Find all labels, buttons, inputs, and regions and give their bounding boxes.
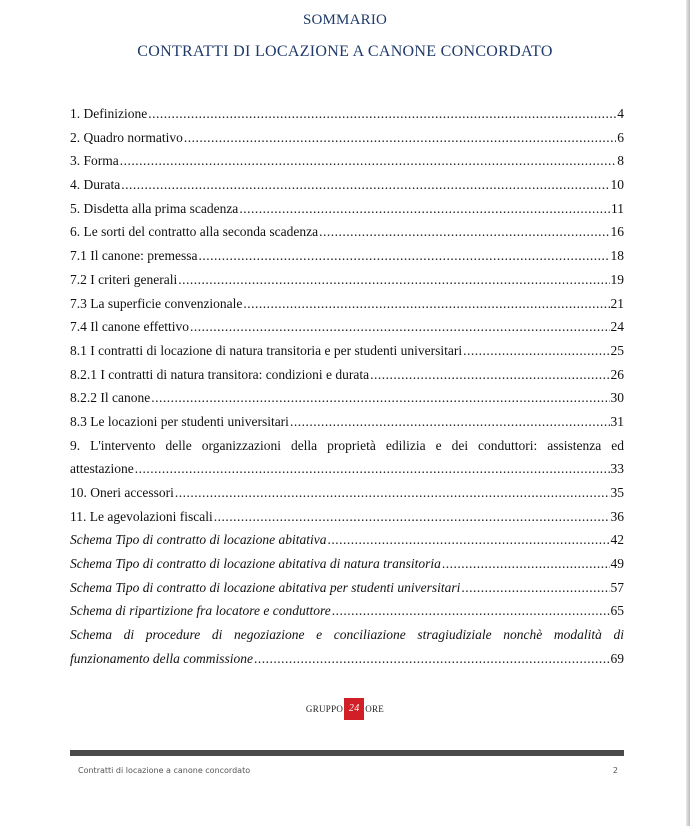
toc-leader-dots: [254, 647, 610, 671]
toc-entry-page: 26: [610, 366, 624, 382]
toc-entry-page: 24: [610, 319, 624, 335]
toc-leader-dots: [319, 220, 609, 244]
page-footer: [78, 766, 618, 775]
toc-entry-page: 4: [617, 106, 624, 121]
sommario-heading: SOMMARIO: [302, 12, 388, 28]
toc-entry[interactable]: [70, 244, 624, 268]
toc-entry-label: 2. Quadro normativo: [70, 129, 183, 145]
toc-entry-page: 31: [610, 413, 624, 429]
toc-entry[interactable]: [70, 528, 624, 552]
toc-entry[interactable]: [70, 386, 624, 410]
logo-text-left: GRUPPO: [305, 704, 344, 714]
toc-entry-label: 7.4 Il canone effettivo: [70, 319, 189, 335]
toc-leader-dots: [239, 197, 610, 221]
toc-leader-dots: [442, 552, 610, 576]
toc-entry-label: 8.1 I contratti di locazione di natura transitoria e per studenti universitari: [70, 342, 463, 358]
toc-entry-label: 6. Le sorti del contratto alla seconda scadenza: [70, 224, 319, 240]
toc-leader-dots: [214, 505, 610, 529]
gruppo-24-ore-logo: [0, 698, 690, 720]
toc-leader-dots: [327, 528, 609, 552]
toc-entry[interactable]: [70, 576, 624, 600]
toc-entry-page: 11: [611, 200, 624, 216]
toc-entry-label: 8.2.2 Il canone: [70, 390, 151, 406]
document-header: [0, 12, 690, 61]
toc-entry-label: 3. Forma: [70, 153, 119, 169]
toc-entry[interactable]: [70, 220, 624, 244]
document-title: CONTRATTI DI LOCAZIONE A CANONE CONCORDATO: [137, 43, 553, 60]
toc-leader-dots: [190, 315, 610, 339]
toc-leader-dots: [332, 599, 610, 623]
toc-entry-label: Schema Tipo di contratto di locazione abitativa per studenti universitari: [70, 579, 461, 595]
toc-entry-page: 65: [610, 603, 624, 619]
toc-entry-page: 33: [610, 461, 624, 477]
toc-entry-page: 6: [617, 129, 624, 145]
toc-leader-dots: [151, 386, 609, 410]
toc-leader-dots: [120, 149, 617, 173]
toc-leader-dots: [184, 126, 616, 150]
toc-entry-label: Schema Tipo di contratto di locazione abitativa di natura transitoria: [70, 556, 441, 572]
toc-entry-page: 18: [610, 248, 624, 264]
toc-entry[interactable]: [70, 292, 624, 316]
toc-entry[interactable]: [70, 149, 624, 173]
toc-entry-label: 4. Durata: [70, 177, 121, 193]
toc-entry-label: 7.2 I criteri generali: [70, 271, 178, 287]
toc-entry[interactable]: [70, 173, 624, 197]
toc-entry-label: 11. Le agevolazioni fiscali: [70, 508, 213, 524]
logo-text-right: ORE: [365, 704, 385, 714]
toc-entry-page: 25: [610, 342, 624, 358]
footer-title: Contratti di locazione a canone concordato: [78, 766, 251, 775]
toc-leader-dots: [198, 244, 609, 268]
toc-entry[interactable]: [70, 339, 624, 363]
footer-bar: [70, 750, 624, 756]
toc-entry-page: 21: [610, 295, 624, 311]
toc-entry-label: Schema Tipo di contratto di locazione abitativa: [70, 532, 327, 548]
toc-entry-label: 7.3 La superficie convenzionale: [70, 295, 243, 311]
toc-leader-dots: [121, 173, 609, 197]
toc-leader-dots: [178, 268, 609, 292]
toc-entry[interactable]: [70, 126, 624, 150]
toc-leader-dots: [148, 102, 616, 126]
toc-entry[interactable]: [70, 410, 624, 434]
toc-entry-label: 1. Definizione: [70, 106, 148, 121]
toc-entry[interactable]: [70, 552, 624, 576]
toc-entry[interactable]: [70, 268, 624, 292]
toc-entry[interactable]: [70, 102, 624, 126]
toc-entry-page: 30: [610, 390, 624, 406]
toc-leader-dots: [370, 363, 609, 387]
toc-leader-dots: [135, 457, 610, 481]
toc-entry-label: 5. Disdetta alla prima scadenza: [70, 200, 239, 216]
toc-entry-first-line[interactable]: Schema di procedure di negoziazione e conciliazione stragiudiziale nonchè modalità di: [70, 627, 624, 643]
toc-entry-page: 36: [610, 508, 624, 524]
toc-entry[interactable]: [70, 315, 624, 339]
toc-leader-dots: [175, 481, 610, 505]
toc-entry-page: 57: [610, 579, 624, 595]
toc-entry-label: 7.1 Il canone: premessa: [70, 248, 198, 264]
toc-entry-page: 49: [610, 556, 624, 572]
toc-entry[interactable]: [70, 363, 624, 387]
toc-entry-label: 10. Oneri accessori: [70, 485, 174, 500]
toc-entry[interactable]: [70, 197, 624, 221]
toc-leader-dots: [461, 576, 609, 600]
footer-page-number: 2: [612, 766, 618, 775]
toc-entry-label: attestazione: [70, 461, 134, 477]
toc-entry-page: 69: [610, 650, 624, 666]
toc-entry-label: 8.3 Le locazioni per studenti universitari: [70, 413, 289, 429]
toc-entry-label: Schema di ripartizione fra locatore e conduttore: [70, 603, 331, 619]
toc-entry[interactable]: [70, 481, 624, 505]
toc-entry-label: funzionamento della commissione: [70, 650, 253, 666]
toc-leader-dots: [243, 292, 609, 316]
toc-entry[interactable]: [70, 505, 624, 529]
toc-entry-page: 19: [610, 271, 624, 287]
toc-entry[interactable]: [70, 457, 624, 481]
toc-leader-dots: [463, 339, 609, 363]
logo-red-box: 24: [344, 698, 364, 720]
toc-entry[interactable]: [70, 647, 624, 671]
toc-leader-dots: [290, 410, 610, 434]
table-of-contents: [70, 102, 624, 671]
toc-entry-first-line[interactable]: 9. L'intervento delle organizzazioni della proprietà edilizia e dei conduttori: assistenza ed: [70, 437, 624, 453]
toc-entry[interactable]: [70, 599, 624, 623]
toc-entry-page: 35: [610, 485, 624, 500]
toc-entry-label: 8.2.1 I contratti di natura transitora: condizioni e durata: [70, 366, 370, 382]
toc-entry-page: 16: [610, 224, 624, 240]
toc-entry-page: 42: [610, 532, 624, 548]
toc-entry-page: 10: [610, 177, 624, 193]
toc-entry-page: 8: [617, 153, 624, 169]
